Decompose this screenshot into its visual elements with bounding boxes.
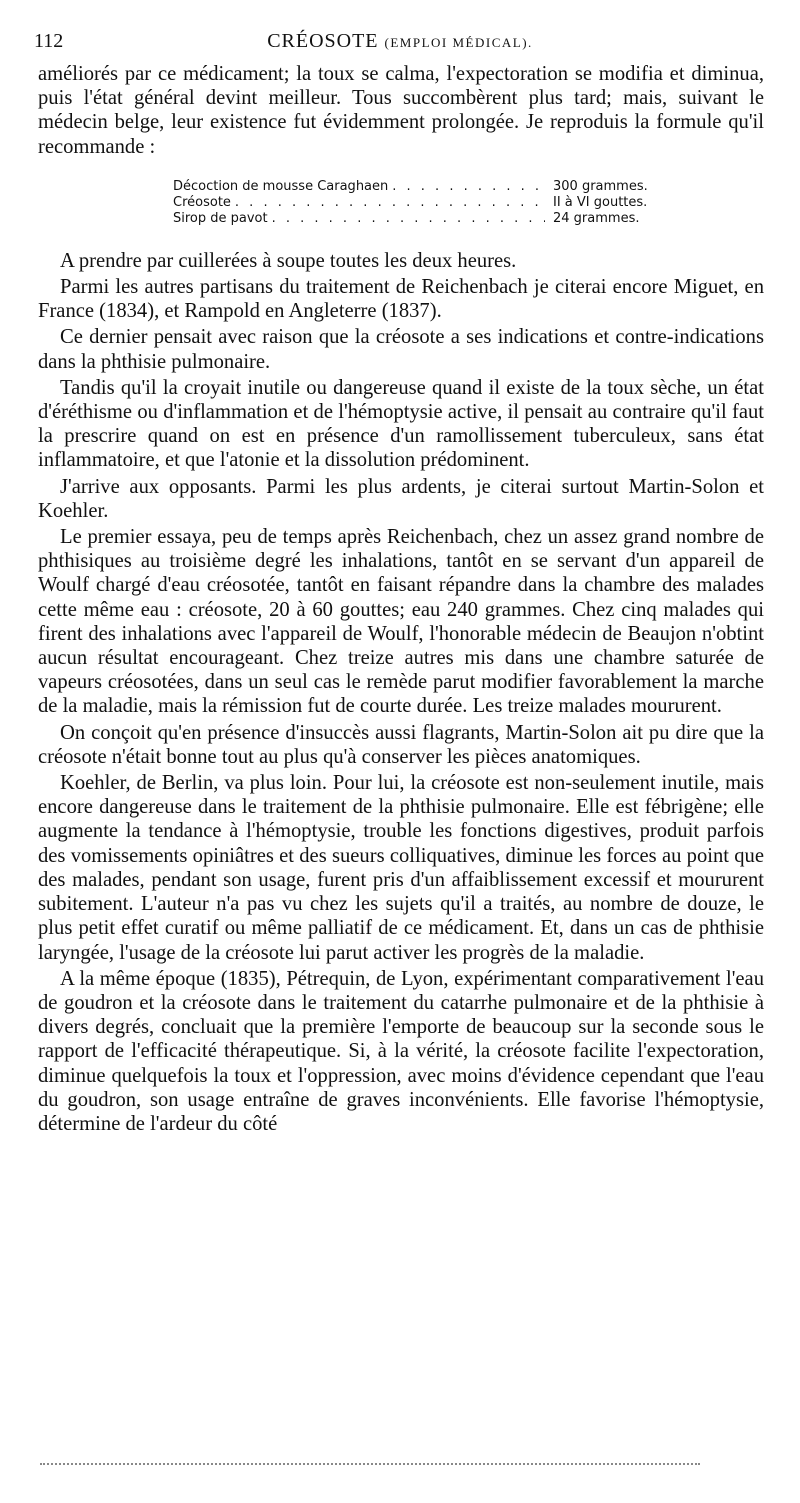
paragraph: Koehler, de Berlin, va plus loin. Pour lui, la créosote est non-seulement inutile, mais encore dangereuse dans le traitement de la phthisie pulmonaire. Elle est fébrigène; elle augmente la tendance à l'hémoptysie, trouble les fonctions digestives, produit parfois des vomissements opiniâtres et des sueurs colliquatives, diminue les forces au point que des malades, pendant son usage, furent pris d'un affaiblissement excessif et moururent subitement. L'auteur n'a pas vu chez les sujets qu'il a traités, au nombre de douze, le plus petit effet curatif ou même palliatif de ce médicament. Et, dans un cas de phthisie laryngée, l'usage de la créosote lui parut activer les progrès de la maladie.	[38, 772, 764, 964]
paragraph: Le premier essaya, peu de temps après Reichenbach, chez un assez grand nombre de phthisiques au troisième degré les inhalations, tantôt en se servant d'un appareil de Woulf chargé d'eau créosotée, tantôt en faisant répandre dans la chambre des malades cette même eau : créosote, 20 à 60 gouttes; eau 240 grammes. Chez cinq malades qui firent des inhalations avec l'appareil de Woulf, l'honorable médecin de Beaujon n'obtint aucun résultat encourageant. Chez treize autres mis dans une chambre saturée de vapeurs créosotées, dans un seul cas le remède parut modifier favorablement la marche de la maladie, mais la rémission fut de courte durée. Les treize malades moururent.	[38, 526, 764, 718]
paragraph: A prendre par cuillerées à soupe toutes les deux heures.	[60, 249, 517, 272]
dot-leader	[388, 179, 545, 195]
running-head-title: CRÉOSOTE	[267, 30, 379, 52]
dot-leader	[268, 211, 545, 227]
running-head-subtitle: (EMPLOI MÉDICAL).	[384, 35, 533, 50]
page-number: 112	[34, 30, 64, 52]
paragraph: A la même époque (1835), Pétrequin, de Lyon, expérimentant comparativement l'eau de goudron et la créosote dans le traitement du catarrhe pulmonaire et de la phthisie à divers degrés, concluait que la première l'emporte de beaucoup sur la seconde sous le rapport de l'efficacité thérapeutique. Si, à la vérité, la créosote facilite l'expectoration, diminue quelquefois la toux et l'oppression, avec moins d'évidence cependant que l'eau du goudron, son usage entraîne de graves inconvénients. Elle favorise l'hémoptysie, détermine de l'ardeur du côté	[38, 967, 764, 1135]
paragraph: On conçoit qu'en présence d'insuccès aussi flagrants, Martin-Solon ait pu dire que la créosote n'était bonne tout au plus qu'à conserver les pièces anatomiques.	[38, 721, 764, 768]
paragraph: Ce dernier pensait avec raison que la créosote a ses indications et contre-indications dans la phthisie pulmonaire.	[38, 326, 764, 373]
paragraph: améliorés par ce médicament; la toux se calma, l'expectoration se modifia et diminua, puis l'état général devint meilleur. Tous succombèrent plus tard; mais, suivant le médecin belge, leur existence fut évidemment prolongée. Je reproduis la formule qu'il recommande :	[38, 63, 764, 158]
formula-row	[173, 195, 653, 211]
formula-ingredient: Sirop de pavot	[173, 210, 268, 226]
formula-ingredient: Décoction de mousse Caraghaen	[173, 178, 389, 194]
page-header	[34, 30, 766, 58]
paragraph: Parmi les autres partisans du traitement de Reichenbach je citerai encore Miguet, en France (1834), et Rampold en Angleterre (1837).	[38, 276, 764, 323]
formula-quantity: 300 grammes.	[553, 178, 648, 194]
paragraph: Tandis qu'il la croyait inutile ou dangereuse quand il existe de la toux sèche, un état d'éréthisme ou d'inflammation et de l'hémoptysie active, il pensait au contraire qu'il faut la prescrire quand on est en présence d'un ramollissement tuberculeux, sans état inflammatoire, et que l'atonie et la dissolution prédominent.	[38, 376, 764, 472]
dot-leader	[231, 195, 545, 211]
body-text	[38, 62, 764, 1138]
formula-quantity: 24 grammes.	[553, 210, 640, 226]
formula-row	[173, 179, 653, 195]
prescription-formula	[38, 179, 764, 227]
running-head	[34, 30, 766, 53]
formula-ingredient: Créosote	[173, 194, 231, 210]
paragraph: J'arrive aux opposants. Parmi les plus ardents, je citerai surtout Martin-Solon et Koehler.	[38, 475, 764, 522]
formula-row	[173, 211, 653, 227]
footer-rule	[40, 1463, 700, 1465]
formula-quantity: II à VI gouttes.	[553, 194, 648, 210]
